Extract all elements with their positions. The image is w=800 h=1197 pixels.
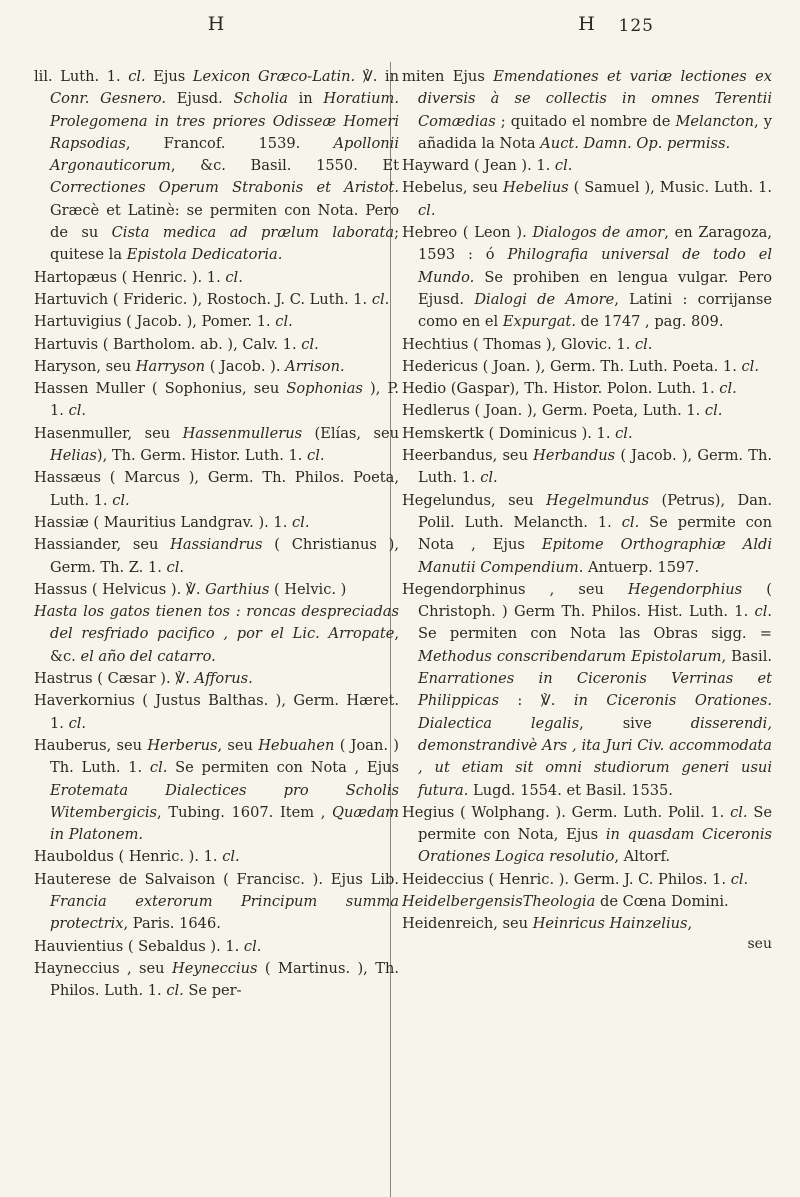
entry-text: cl. [112,491,130,509]
entry-text: Hassiandrus [170,536,263,554]
entry-text: cl. [275,313,293,331]
catalog-entry [402,869,772,891]
entry-text: Hauboldus ( Henric. ). 1. [34,848,223,866]
entry-text: Afforus. [194,670,253,688]
entry-text: Hauberus, seu [34,736,148,754]
entry-text: cl. [301,335,319,353]
entry-text: Heerbandus, seu [402,447,534,465]
entry-text: , &c. Basil. 1550. Et [170,157,399,175]
entry-text: Erotemata Dialectices pro Scholis Witembergicis [50,781,399,821]
entry-text: cl. [730,803,748,821]
entry-text: cl. [222,848,240,866]
catalog-entry [34,601,399,668]
entry-text: Hechtius ( Thomas ), Glovic. 1. [402,335,635,353]
entry-text: Hebreo ( Leon ). [402,224,533,242]
entry-text: Lugd. 1554. et Basil. 1535. [468,781,673,799]
entry-text: in [287,90,324,108]
entry-text: Hartuvigius ( Jacob. ), Pomer. 1. [34,313,276,331]
entry-text: Heideccius ( Henric. ). Germ. J. C. Philos. 1. [402,870,731,888]
entry-text: Dialogos de amor [532,224,665,242]
entry-text: Horatium. Prolegomena in tres priores Odisseæ Homeri Rapsodias [50,90,399,152]
catalog-entry [402,177,772,222]
entry-text: Hasenmuller, seu [34,424,183,442]
entry-text: de 1747 , pag. 809. [576,313,724,331]
entry-text: Se permite con Nota , Ejus [418,513,772,554]
entry-text: Hartuvis ( Bartholom. ab. ), Calv. 1. [34,335,302,353]
entry-text: cl. [554,157,573,175]
entry-text: cl. [307,447,325,465]
entry-text: ( Martinus. ), Th. Philos. Luth. 1. [50,959,399,1000]
catalog-entry [402,378,772,400]
entry-text: , Francof. 1539. [125,134,334,152]
entry-text: , [687,915,693,933]
entry-text: Hassenmullerus [182,424,303,442]
page-number: 125 [618,16,654,36]
entry-text: (Elías, seu [302,424,399,442]
entry-text: Græcè et Latinè: se permiten con Nota. Pero de su [50,201,399,242]
entry-text: cl. [621,513,640,531]
entry-text: Sophonias [286,380,363,398]
entry-text: cl. [730,870,749,888]
catalog-entry [402,445,772,490]
entry-text: ), Th. Germ. Histor. Luth. 1. [96,447,308,465]
entry-text: Conr. Gesnero. [50,90,167,108]
entry-text: (Petrus), Dan. Polil. Luth. Melancth. 1. [418,491,772,531]
entry-text: Quædam in Platonem. [50,803,399,844]
entry-text: cl. [704,402,723,420]
catalog-entry [34,66,399,267]
entry-text: Hauterese de Salvaison ( Francisc. ). Ejus Lib. [34,870,399,888]
entry-text: cl. [225,268,243,286]
entry-text: HeidelbergensisTheologia [402,892,596,910]
entry-text: Auct. Damn. Op. permiss. [540,134,731,152]
entry-text: , Tubing. 1607. Item , [157,803,333,821]
entry-text: Epistola Dedicatoria. [126,246,283,264]
entry-text: cl. [128,68,146,85]
entry-text: , seu [217,736,259,754]
left-running-head [34,8,399,40]
catalog-entry [34,334,399,356]
entry-text: Heinricus Hainzelius [532,915,688,933]
entry-text: el año del catarro. [80,647,216,665]
left-entries [34,66,399,1002]
entry-text: cl. [719,380,737,398]
left-head-letter: H [207,13,226,35]
entry-text: Correctiones Operum Strabonis et Aristot. [50,179,399,197]
catalog-entry [34,735,399,846]
entry-text: Hassus ( Helvicus ). ℣. [34,580,206,598]
entry-text: Helias [50,447,97,465]
entry-text: lil. Luth. 1. [34,68,129,85]
catalog-entry [402,222,772,333]
catalog-entry [34,467,399,512]
entry-text: Se permiten con Nota , Ejus [167,759,399,777]
entry-text: cl. [754,603,772,621]
entry-text: Arrison. [285,357,345,375]
entry-text: Garthius [205,580,270,598]
entry-text: ( Christianus ), Germ. Th. Z. 1. [50,536,399,576]
right-running-head [402,8,772,40]
entry-text: Harryson [135,357,206,375]
catalog-entry [34,579,399,601]
catalog-entry [34,534,399,579]
catalog-entry [402,66,772,155]
entry-text: Haverkornius ( Justus Balthas. ), Germ. Hæret. 1. [34,692,399,732]
catalog-entry [34,267,399,289]
entry-text: Hassen Muller ( Sophonius, seu [34,380,287,398]
entry-text: Hegendorphinus , seu [402,580,629,598]
entry-text: cl. [480,469,498,487]
entry-text: Se per- [183,982,242,1000]
entry-text: de Cœna Domini. [595,892,729,910]
entry-text: , Basil. [721,647,772,665]
entry-text: Apollonii Argonauticorum [50,134,399,175]
entry-text: Melancton [675,112,755,130]
catalog-entry [34,958,399,1003]
entry-text: miten Ejus [402,68,494,85]
entry-text: Hegelmundus [546,491,650,509]
entry-text: Hastrus ( Cæsar ). ℣. [34,670,195,688]
entry-text: cl. [166,982,184,1000]
entry-text: Cista medica ad prælum laborata [111,224,395,242]
entry-text: cl. [634,335,653,353]
entry-text: Methodus conscribendarum Epistolarum [418,647,722,665]
entry-text: Hebelius [503,179,569,197]
catalog-entry [34,668,399,690]
entry-text: , en Zaragoza, 1593 : ó [418,224,772,264]
entry-text: Hassiander, seu [34,536,171,554]
catalog-entry [402,423,772,445]
catalog-entry [34,690,399,735]
entry-text: , sive [579,714,691,732]
entry-text: , Latini : corrijanse como en el [418,290,772,331]
entry-text: Hauvientius ( Sebaldus ). 1. [34,937,244,955]
entry-text: Hegelundus, seu [402,491,547,509]
entry-text: ( Samuel ), Music. Luth. 1. [568,179,772,197]
entry-text: cl. [371,290,390,308]
entry-text: : ℣. [498,692,574,710]
entry-text: ( Jacob. ). [205,357,286,375]
entry-text: ( Joan. ) Th. Luth. 1. [50,736,399,777]
entry-text: ( Christoph. ) Germ Th. Philos. Hist. Luth. 1. [418,580,772,621]
entry-text: , Altorf. [614,848,671,866]
entry-text: Herbandus [533,447,616,465]
catalog-entry [402,579,772,802]
entry-text: cl. [149,759,168,777]
catalog-entry [402,334,772,356]
right-head-letter: H [578,13,596,35]
entry-text: Hedlerus ( Joan. ), Germ. Poeta, Luth. 1. [402,402,705,420]
left-column [34,8,399,1002]
entry-text: ; quitado el nombre de [495,112,676,130]
entry-text: in Ciceronis Orationes. Dialectica legalis [418,692,772,732]
catalog-entry [34,356,399,378]
entry-text: Scholia [233,90,288,108]
entry-text: cl. [68,714,87,732]
entry-text: Hartuvich ( Frideric. ), Rostoch. J. C. Luth. 1. [34,290,372,308]
entry-text: cl. [741,357,759,375]
catalog-entry [34,378,399,423]
catalog-entry [34,423,399,468]
entry-text: Hayward ( Jean ). 1. [402,157,555,175]
entry-text: Haryson, seu [34,357,136,375]
entry-text: . Antuerp. 1597. [578,558,700,576]
entry-text: cl. [68,402,87,420]
catalog-entry [402,400,772,422]
entry-text: Se prohiben en lengua vulgar. Pero Ejusd. [418,268,772,308]
catalog-entry [402,356,772,378]
entry-text: Ejus [145,68,193,85]
entry-text: cl. [166,558,185,576]
entry-text: ), P. 1. [50,380,399,420]
right-entries [402,66,772,936]
catalog-entry [402,802,772,869]
catalog-entry [402,891,772,913]
catalog-entry [34,311,399,333]
entry-text: , &c. [50,625,399,665]
entry-text: Epitome Orthographiæ Aldi Manutii Compendium [418,536,772,576]
entry-text: ( Helvic. ) [269,580,347,598]
entry-text: ; quitese la [50,224,399,264]
entry-text: Heyneccius [171,959,258,977]
catalog-entry [402,155,772,177]
entry-text: cl. [243,937,262,955]
catalog-entry [402,913,772,935]
entry-text: Hayneccius , seu [34,959,172,977]
entry-text: ℣. in [355,68,399,85]
entry-text: Dialogi de Amore [474,290,615,308]
right-column [402,8,772,952]
entry-text: Herberus [147,736,218,754]
entry-text: cl. [291,513,310,531]
catalog-entry [402,490,772,579]
entry-text: Hegius ( Wolphang. ). Germ. Luth. Polil. 1. [402,803,731,821]
entry-text: Hedio (Gaspar), Th. Histor. Polon. Luth. 1. [402,380,720,398]
entry-text: Philografia universal de todo el Mundo. [418,246,772,286]
catalog-entry [34,846,399,868]
entry-text: cl. [418,201,436,219]
catchword: seu [747,935,772,952]
entry-text: , Paris. 1646. [123,915,221,933]
catalog-entry [34,512,399,534]
catalog-entry [34,289,399,311]
entry-text: Francia exterorum Principum summa protectrix [50,892,399,933]
entry-text: Enarrationes in Ciceronis Verrinas et Philippicas [418,670,772,710]
entry-text: cl. [615,424,633,442]
entry-text: Heidenreich, seu [402,915,533,933]
entry-text: disserendi, demonstrandivè Ars , ita Juri Civ. accommodata , ut etiam sit omni studiorum generi usui futura. [418,714,772,799]
entry-text: Hebuahen [258,736,335,754]
entry-text: Lexicon Græco-Latin. [192,68,356,85]
entry-text: Expurgat. [502,313,576,331]
entry-text: Emendationes et variæ lectiones ex diversis à se collectis in omnes Terentii Comædias [418,68,772,130]
catalog-entry [34,869,399,936]
entry-text: Hedericus ( Joan. ), Germ. Th. Luth. Poeta. 1. [402,357,742,375]
entry-text: , y añadida la Nota [418,112,772,152]
entry-text: Hebelus, seu [402,179,504,197]
entry-text: Se permite con Nota, Ejus [418,803,772,844]
entry-text: Hegendorphius [628,580,743,598]
entry-text: Ejusd. [166,90,234,108]
entry-text: Hartopæus ( Henric. ). 1. [34,268,226,286]
entry-text: ( Jacob. ), Germ. Th. Luth. 1. [418,447,772,487]
entry-text: Hemskertk ( Dominicus ). 1. [402,424,616,442]
entry-text: in quasdam Ciceronis Orationes Logica resolutio [418,826,773,866]
entry-text: Hassæus ( Marcus ), Germ. Th. Philos. Poeta, Luth. 1. [34,469,399,509]
entry-text: Se permiten con Nota las Obras sigg. = [418,625,772,643]
catalog-entry [34,936,399,958]
entry-text: Hasta los gatos tienen tos : roncas despreciadas del resfriado pacifico , por el Lic. Arropate [34,603,399,643]
entry-text: Hassiæ ( Mauritius Landgrav. ). 1. [34,513,292,531]
